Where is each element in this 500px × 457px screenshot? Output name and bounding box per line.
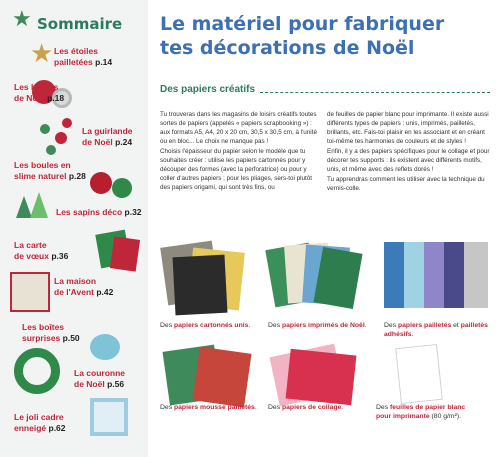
paper-caption: [160, 404, 260, 413]
caption-bold: papiers cartonnés unis: [173, 322, 249, 329]
entry-label: pailletées: [54, 56, 93, 67]
entry-page: p.28: [68, 170, 86, 181]
caption-text: .: [411, 330, 414, 338]
page-title: [160, 12, 490, 60]
text-column-left: [160, 110, 320, 193]
caption-text: .: [248, 322, 251, 329]
glitter-papers-image: [382, 236, 492, 316]
caption-text: Des: [376, 404, 390, 411]
sommaire-entry[interactable]: [14, 240, 68, 261]
entry-label: surprises: [22, 332, 61, 343]
tree-decoration: [30, 192, 48, 218]
entry-label: de Noël: [82, 136, 113, 147]
sommaire-entry[interactable]: [82, 126, 133, 147]
white-paper-image: [388, 344, 458, 408]
caption-text: et: [451, 322, 461, 329]
caption-bold: feuilles de papier blanc pour imprimante: [376, 404, 466, 420]
entry-label: La couronne: [74, 368, 126, 378]
caption-text: .: [341, 404, 344, 411]
caption-text: (80 g/m²).: [429, 412, 461, 420]
sommaire-title: Sommaire: [37, 15, 123, 33]
sommaire-entry[interactable]: [56, 207, 142, 218]
paper-caption: [384, 322, 489, 339]
caption-bold: pailletés adhésifs: [384, 322, 488, 338]
paper-caption: [268, 404, 368, 413]
garland-bead: [55, 132, 67, 144]
entry-label: Les boules: [14, 82, 59, 92]
entry-label: de l'Avent: [54, 286, 94, 297]
entry-label: Les étoiles: [54, 46, 98, 56]
entry-page: p.56: [107, 378, 125, 389]
paragraph: Tu apprendras comment les utiliser avec la technique du vernis-colle.: [327, 176, 485, 192]
entry-page: p.18: [47, 92, 65, 103]
paper-caption: [376, 404, 468, 421]
sommaire-entry[interactable]: [14, 160, 86, 181]
entry-page: p.32: [124, 207, 142, 217]
collage-papers-image: [266, 344, 366, 408]
sommaire-entry[interactable]: [54, 46, 112, 67]
section-heading: Des papiers créatifs: [160, 84, 256, 95]
foam-glitter-papers-image: [162, 344, 262, 408]
entry-label: enneigé: [14, 422, 47, 433]
entry-page: p.62: [48, 422, 66, 433]
cardstock-papers-image: [160, 236, 260, 316]
garland-bead: [62, 118, 72, 128]
printed-papers-image: [264, 236, 364, 316]
slime-ball-decoration: [90, 172, 112, 194]
caption-bold: papiers imprimés de Noël: [281, 322, 365, 329]
caption-bold: papiers mousse pailletés: [173, 404, 255, 411]
wreath-decoration: [14, 348, 60, 394]
caption-text: .: [254, 404, 257, 411]
caption-text: Des: [160, 404, 174, 411]
caption-text: Des: [268, 404, 282, 411]
entry-label: Les boîtes: [22, 322, 65, 332]
entry-label: de Noël: [14, 92, 45, 103]
garland-bead: [40, 124, 50, 134]
entry-label: Le joli cadre: [14, 412, 64, 422]
entry-page: p.24: [115, 136, 133, 147]
star-icon: ★: [12, 6, 32, 31]
entry-page: p.42: [96, 286, 114, 297]
paper-caption: [160, 322, 270, 331]
entry-page: p.36: [51, 250, 69, 261]
entry-label: La carte: [14, 240, 47, 250]
gold-star-icon: ★: [30, 38, 54, 68]
entry-label: de vœux: [14, 250, 49, 261]
sommaire-sidebar: [0, 0, 148, 457]
entry-page: p.50: [62, 332, 80, 343]
entry-label: La maison: [54, 276, 97, 286]
caption-text: Des: [384, 322, 398, 329]
text-column-right: [327, 110, 492, 194]
title-line: Le matériel pour fabriquer: [160, 13, 445, 35]
caption-text: Des: [160, 322, 174, 329]
advent-house-decoration: [10, 272, 50, 312]
entry-label: slime naturel: [14, 170, 67, 181]
frame-decoration: [90, 398, 128, 436]
paper-caption: [268, 322, 368, 331]
paragraph: Choisis l'épaisseur du papier selon le modèle que tu souhaites créer : utilise les papiers cartonnés pour y découper des formes (avec la perforatrice) ou pour y coller d'autres papiers ; pour les pliages, sers-toi plutôt des papiers origami, qui sont très fins, ou: [160, 148, 313, 191]
entry-label: La guirlande: [82, 126, 133, 136]
caption-text: Des: [268, 322, 282, 329]
sommaire-entry[interactable]: [22, 322, 80, 343]
caption-bold: papiers de collage: [281, 404, 342, 411]
paragraph: Tu trouveras dans les magasins de loisirs créatifs toutes sortes de papiers (appelés « papiers scrapbooking ») : aux formats A5, A4, 20 x 20 cm, 30,5 x 30,5 cm, à l'unité ou en bloc... Le choix ne manque pas !: [160, 111, 317, 145]
sommaire-entry[interactable]: [14, 82, 64, 103]
sommaire-entry[interactable]: [54, 276, 113, 297]
entry-label: Les boules en: [14, 160, 71, 170]
caption-bold: papiers pailletés: [397, 322, 452, 329]
paragraph: de feuilles de papier blanc pour imprimante. Il existe aussi différents types de papiers : unis, imprimés, pailletés, brillants, etc. Fais-toi plaisir en les associant et en créant toi-même tes harmonies de couleurs et de styles !: [327, 111, 489, 145]
entry-page: p.14: [95, 56, 113, 67]
card-decoration: [110, 236, 140, 271]
garland-bead: [46, 145, 56, 155]
title-line: tes décorations de Noël: [160, 37, 415, 59]
box-decoration: [90, 334, 120, 360]
sommaire-entry[interactable]: [14, 412, 66, 433]
sommaire-entry[interactable]: [74, 368, 125, 389]
slime-ball-decoration: [112, 178, 132, 198]
dashed-divider: [260, 92, 490, 93]
paragraph: Enfin, il y a des papiers spécifiques pour le collage et pour décorer tes supports : ils existent avec différents motifs, unis, et même avec des reflets dorés !: [327, 148, 490, 173]
caption-text: .: [364, 322, 367, 329]
entry-label: Les sapins déco: [56, 207, 123, 217]
entry-label: de Noël: [74, 378, 105, 389]
